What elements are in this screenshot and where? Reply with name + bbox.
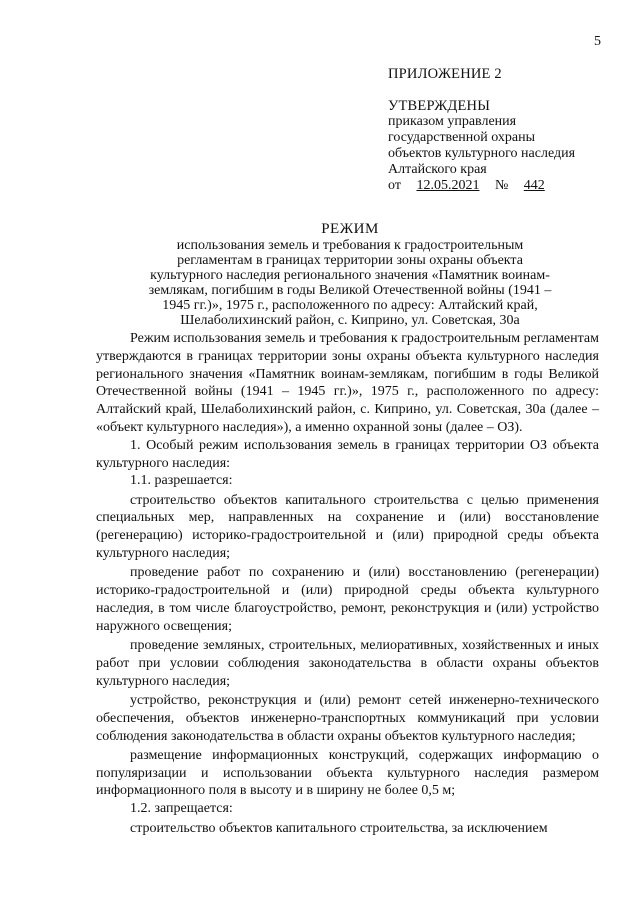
- document-heading: [120, 222, 580, 328]
- approved-line: Алтайского края: [388, 162, 487, 177]
- appendix-block: [388, 66, 628, 194]
- allowed-item: устройство, реконструкция и (или) ремонт сетей инженерно-технического обеспечения, объектов инженерно-транспортных коммуникаций при условии соблюдения законодательства в области охраны объектов культурного наследия;: [96, 692, 599, 744]
- page-number: 5: [594, 34, 601, 49]
- heading-subtitle-line: Шелаболихинский район, с. Киприно, ул. Советская, 30а: [180, 313, 520, 328]
- prohibited-item: строительство объектов капитального строительства, за исключением: [130, 820, 548, 836]
- heading-title: РЕЖИМ: [321, 221, 379, 237]
- order-date-field: [404, 178, 491, 193]
- approved-line: государственной охраны: [388, 130, 536, 145]
- subsection-1-2-heading: 1.2. запрещается:: [130, 801, 233, 817]
- appendix-title: ПРИЛОЖЕНИЕ 2: [388, 66, 502, 82]
- allowed-item: проведение земляных, строительных, мелиоративных, хозяйственных и иных работ при условии соблюдения законодательства в области охраны объектов культурного наследия;: [96, 638, 599, 689]
- date-prefix: от: [388, 178, 401, 193]
- heading-subtitle-line: регламентам в границах территории зоны охраны объекта: [177, 253, 523, 268]
- subsection-1-1-heading: 1.1. разрешается:: [130, 473, 233, 489]
- allowed-item: проведение работ по сохранению и (или) восстановлению (регенерации) историко-градостроительной и (или) природной среды объекта культурного наследия, в том числе благоустройство, ремонт, реконструкция и (или) устройство наружного освещения;: [96, 565, 599, 634]
- approved-line: приказом управления: [388, 114, 517, 129]
- intro-paragraph: Режим использования земель и требования к градостроительным регламентам утверждаются в границах территории зоны охраны объекта культурного наследия регионального значения «Памятник воинам-землякам, погибшим в годы Великой Отечественной войны (1941 – 1945 гг.)», 1975 г., расположенного по адресу: Алтайский край, Шелаболихинский район, с. Киприно, ул. Советская, 30а (далее – «объект культурного наследия»), а именно охранной зоны (далее – ОЗ).: [96, 331, 599, 435]
- allowed-item: строительство объектов капитального строительства с целью применения специальных мер, направленных на сохранение и (или) восстановление (регенерацию) историко-градостроительной и (или) природной среды объекта культурного наследия;: [96, 492, 599, 562]
- heading-subtitle-line: землякам, погибшим в годы Великой Отечественной войны (1941 –: [148, 283, 552, 298]
- document-body: [96, 330, 599, 837]
- allowed-item: размещение информационных конструкций, содержащих информацию о популяризации и использовании объекта культурного наследия размером информационного поля в высоту и в ширину не более 0,5 м;: [96, 747, 599, 799]
- spacer: [388, 82, 628, 98]
- order-number-field: [512, 178, 557, 193]
- number-prefix: №: [494, 178, 509, 193]
- approved-line: объектов культурного наследия: [388, 146, 576, 161]
- section-1-heading: 1. Особый режим использования земель в границах территории ОЗ объекта культурного наследия:: [96, 437, 599, 471]
- heading-subtitle-line: использования земель и требования к градостроительным: [176, 238, 524, 253]
- approved-label: УТВЕРЖДЕНЫ: [388, 98, 491, 114]
- heading-subtitle-line: культурного наследия регионального значения «Памятник воинам-: [150, 268, 550, 283]
- heading-subtitle-line: 1945 гг.)», 1975 г., расположенного по адресу: Алтайский край,: [162, 298, 538, 313]
- order-date-number-line: [388, 178, 628, 194]
- order-number: 442: [523, 178, 545, 193]
- order-date: 12.05.2021: [416, 178, 480, 193]
